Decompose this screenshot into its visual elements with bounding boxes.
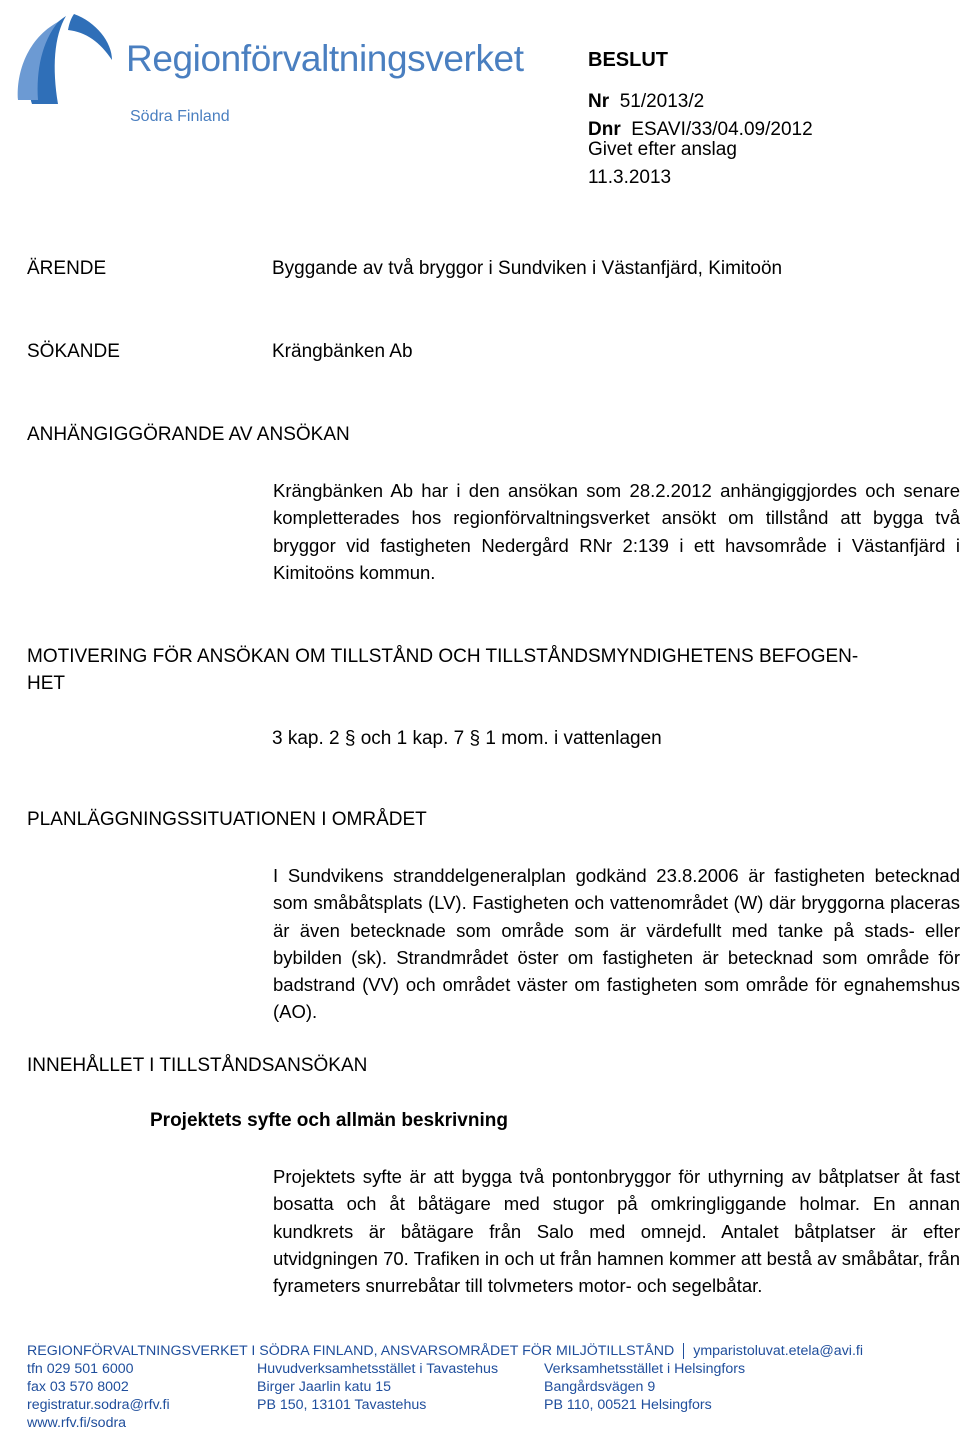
motivering-label-line1: MOTIVERING FÖR ANSÖKAN OM TILLSTÅND OCH TILLSTÅNDSMYNDIGHETENS BEFOGEN- <box>27 646 859 667</box>
footer-email[interactable]: registratur.sodra@rfv.fi <box>27 1397 170 1413</box>
anhangiggorande-label: ANHÄNGIGGÖRANDE AV ANSÖKAN <box>27 424 350 445</box>
footer-tavastehus-po: PB 150, 13101 Tavastehus <box>257 1397 427 1413</box>
footer-columns <box>27 1360 957 1432</box>
agency-name: Regionförvaltningsverket <box>126 38 524 79</box>
innehallet-subheading: Projektets syfte och allmän beskrivning <box>150 1110 508 1131</box>
innehallet-label: INNEHÅLLET I TILLSTÅNDSANSÖKAN <box>27 1055 368 1076</box>
footer-separator <box>683 1343 684 1359</box>
footer-fax: fax 03 570 8002 <box>27 1379 129 1395</box>
planlaggning-label: PLANLÄGGNINGSSITUATIONEN I OMRÅDET <box>27 809 427 830</box>
footer-tavastehus-title: Huvudverksamhetsstället i Tavastehus <box>257 1361 499 1377</box>
footer-tavastehus-street: Birger Jaarlin katu 15 <box>257 1379 392 1395</box>
document-type: BESLUT <box>588 49 668 71</box>
planlaggning-text: I Sundvikens stranddelgeneralplan godkänd 23.8.2006 är fastigheten betecknad som småbåtsplats (LV). Fastigheten och vattenområdet (W) där bryggorna placeras är även betecknade som område som är värdefullt med tanke på stads- eller bybilden (sk). Strandmrådet öster om fastigheten är betecknad som område för badstrand (VV) och området väster om fastigheten som område för egnahemshus (AO). <box>273 865 960 1023</box>
sokande-label: SÖKANDE <box>27 341 120 362</box>
nr-value: 51/2013/2 <box>619 91 705 112</box>
given-label: Givet efter anslag <box>588 139 737 160</box>
dnr-value: ESAVI/33/04.09/2012 <box>631 119 813 140</box>
footer-email-main[interactable]: ymparistoluvat.etela@avi.fi <box>693 1343 863 1359</box>
motivering-label-line2: HET <box>27 673 65 694</box>
arende-value: Byggande av två bryggor i Sundviken i Västanfjärd, Kimitoön <box>272 258 783 279</box>
footer-helsingfors-street: Bangårdsvägen 9 <box>544 1379 656 1395</box>
footer-phone: tfn 029 501 6000 <box>27 1361 134 1377</box>
footer-helsingfors-title: Verksamhetsstället i Helsingfors <box>544 1361 746 1377</box>
dnr-label: Dnr <box>588 119 621 140</box>
footer-website[interactable]: www.rfv.fi/sodra <box>27 1415 127 1431</box>
nr-label: Nr <box>588 91 610 112</box>
footer-col-helsingfors <box>544 1360 745 1414</box>
footer-col-contact <box>27 1360 170 1432</box>
decision-number <box>588 88 704 116</box>
anhangiggorande-text: Krängbänken Ab har i den ansökan som 28.2.2012 anhängiggjordes och senare kompletterades hos regionförvaltningsverket ansökt om tillstånd att bygga två bryggor vid fastigheten Nedergård RNr 2:139 i ett havsområde i Västanfjärd i Kimitoöns kommun. <box>273 480 960 583</box>
footer-col-tavastehus <box>257 1360 498 1414</box>
region-label: Södra Finland <box>130 108 230 125</box>
given-date: 11.3.2013 <box>588 167 672 188</box>
sokande-value: Krängbänken Ab <box>272 341 413 362</box>
footer-helsingfors-po: PB 110, 00521 Helsingfors <box>544 1397 712 1413</box>
arende-label: ÄRENDE <box>27 258 107 279</box>
footer-org: REGIONFÖRVALTNINGSVERKET I SÖDRA FINLAND, ANSVARSOMRÅDET FÖR MILJÖTILLSTÅND <box>27 1343 675 1359</box>
footer-org-line <box>27 1342 863 1360</box>
swoosh-logo-icon <box>14 8 114 106</box>
innehallet-text: Projektets syfte är att bygga två pontonbryggor för uthyrning av båtplatser åt fast bosatta och åt båtägare med stugor på omkringliggande holmar. En annan kundkrets är båtägare från Salo med omnejd. Antalet båtplatser är efter utvidgningen 70. Trafiken in och ut från hamnen kommer att bestå av småbåtar, från fyrameters snurrebåtar till tolvmeters motor- och segelbåtar. <box>273 1166 960 1297</box>
motivering-text: 3 kap. 2 § och 1 kap. 7 § 1 mom. i vattenlagen <box>272 728 662 749</box>
